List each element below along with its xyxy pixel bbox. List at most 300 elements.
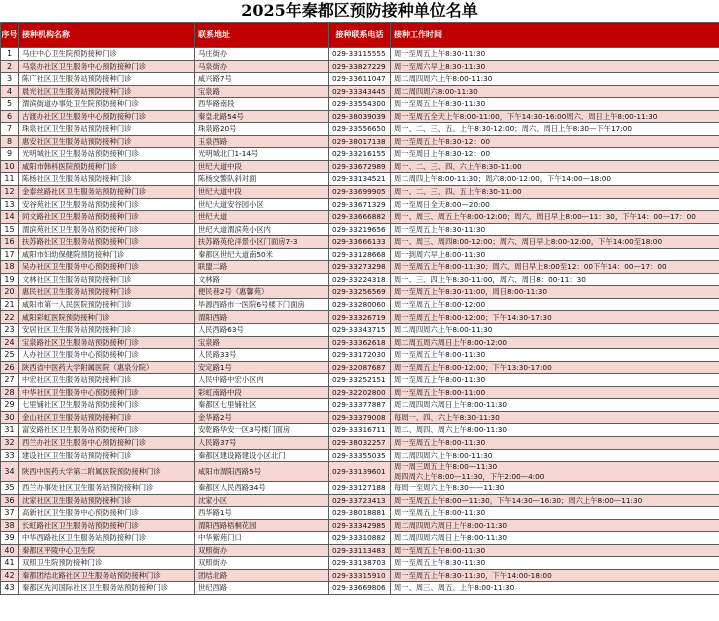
table-row (1, 519, 719, 532)
table-row (1, 135, 719, 148)
cell-tel: 029-33134521 (329, 173, 391, 186)
cell-address: 陈杨交警队斜对面 (195, 173, 329, 186)
header-no: 序号 (1, 23, 19, 48)
cell-no: 15 (1, 223, 19, 236)
hours-line: 周一至周五上午8:00—11:30，下午14:30—16:30；周六上午8:00—11:30 (394, 495, 643, 505)
hours-line: 周一至周日全天8:00—20:00 (394, 199, 490, 209)
cell-name: 陈广社区卫生服务站预防接种门诊 (19, 73, 195, 86)
cell-address: 文林路 (195, 273, 329, 286)
cell-address: 沈家小区 (195, 494, 329, 507)
table-row (1, 85, 719, 98)
cell-hours (391, 248, 719, 261)
table-row (1, 386, 719, 399)
cell-tel: 029-33252151 (329, 374, 391, 387)
cell-address: 人民路33号 (195, 349, 329, 362)
cell-tel: 029-33379008 (329, 411, 391, 424)
cell-hours (391, 261, 719, 274)
cell-hours (391, 311, 719, 324)
table-row (1, 374, 719, 387)
cell-address: 马泉街办 (195, 60, 329, 73)
table-row (1, 236, 719, 249)
hours-line: 周一至周五上午8:00-11:00 (394, 387, 486, 397)
cell-hours (391, 374, 719, 387)
hours-line: 周一至周日上午8:30-12：00 (394, 149, 490, 159)
cell-name: 扶苏路社区卫生服务站预防接种门诊 (19, 236, 195, 249)
hours-line: 周一、二、三、五、上午8:30-12:00；周六、周日上午8:30—下午17:00 (394, 124, 632, 134)
hours-line: 周一至周五上午8:00-11:30 (394, 437, 486, 447)
cell-tel: 029-33113483 (329, 544, 391, 557)
cell-no: 10 (1, 160, 19, 173)
header-name: 接种机构名称 (19, 23, 195, 48)
cell-tel: 029-33316711 (329, 424, 391, 437)
cell-name: 安居社区卫生服务站预防接种门诊 (19, 324, 195, 337)
cell-tel: 029-33355035 (329, 449, 391, 462)
cell-address: 咸兴路7号 (195, 73, 329, 86)
table-row (1, 273, 719, 286)
cell-name: 光明城社区卫生服务站预防接种门诊 (19, 148, 195, 161)
hours-line: 周一至周五上午8:30-11:30 (394, 224, 486, 234)
hours-line: 周一至周五上午8:30-12：00 (394, 136, 490, 146)
header-tel: 接种联系电话 (329, 23, 391, 48)
hours-line: 周一至周五上午8:00-12:00；下午13:30-17:00 (394, 362, 552, 372)
hours-line: 周一至周五全天上午8:00-11:00，下午14:30-16:00周六、周日上午8:00-11:30 (394, 111, 658, 121)
cell-no: 18 (1, 261, 19, 274)
cell-hours (391, 98, 719, 111)
cell-hours (391, 569, 719, 582)
cell-no: 2 (1, 60, 19, 73)
cell-address: 珠泉路20号 (195, 123, 329, 136)
hours-line: 周二周四周六8:00-11:30 (394, 86, 478, 96)
cell-no: 21 (1, 298, 19, 311)
cell-no: 41 (1, 557, 19, 570)
cell-hours (391, 494, 719, 507)
cell-address: 西华路南段 (195, 98, 329, 111)
cell-address: 光明城北门1-14号 (195, 148, 329, 161)
cell-hours (391, 436, 719, 449)
cell-name: 安谷苑社区卫生服务站预防接种门诊 (19, 198, 195, 211)
cell-tel: 029-33280060 (329, 298, 391, 311)
cell-hours (391, 532, 719, 545)
cell-name: 人办社区卫生服务中心预防接种门诊 (19, 349, 195, 362)
vaccination-units-table (0, 22, 719, 595)
cell-address: 联盟二路 (195, 261, 329, 274)
header-hours: 接种工作时间 (391, 23, 719, 48)
hours-line: 每周一、四、六上午8:30-11:30 (394, 412, 500, 422)
cell-no: 35 (1, 482, 19, 495)
cell-no: 42 (1, 569, 19, 582)
cell-name: 咸阳彩虹医院预防接种门诊 (19, 311, 195, 324)
cell-no: 32 (1, 436, 19, 449)
cell-name: 中宏社区卫生服务站预防接种门诊 (19, 374, 195, 387)
cell-address: 秦都区建设路建设小区北门 (195, 449, 329, 462)
hours-line: 周一、周三、周四8:00-12:00；周六、周日早上8:00-12:00，下午14:00至18:00 (394, 237, 663, 247)
cell-hours (391, 198, 719, 211)
cell-hours (391, 160, 719, 173)
cell-address: 世纪大道渭滨苑小区内 (195, 223, 329, 236)
table-row (1, 98, 719, 111)
cell-hours (391, 411, 719, 424)
cell-no: 28 (1, 386, 19, 399)
cell-name: 晨光社区卫生服务站预防接种门诊 (19, 85, 195, 98)
cell-address: 安乾路华安一区3号楼门面房 (195, 424, 329, 437)
cell-tel: 029-33310882 (329, 532, 391, 545)
cell-address: 渭阳西路梧桐花园 (195, 519, 329, 532)
cell-address: 秦皇北路54号 (195, 110, 329, 123)
cell-tel: 029-33139601 (329, 462, 391, 482)
cell-tel: 029-33128668 (329, 248, 391, 261)
table-row (1, 349, 719, 362)
table-row (1, 582, 719, 595)
cell-tel: 029-33326719 (329, 311, 391, 324)
cell-tel: 029-38017138 (329, 135, 391, 148)
cell-address: 毕源西路市一医院6号楼下门面房 (195, 298, 329, 311)
hours-line: 周二周四周六周日上午8:00-11:30 (394, 533, 508, 543)
cell-name: 惠民社区卫生服务站预防接种门诊 (19, 286, 195, 299)
cell-no: 33 (1, 449, 19, 462)
cell-tel: 029-33216155 (329, 148, 391, 161)
table-row (1, 160, 719, 173)
cell-hours (391, 462, 719, 482)
cell-no: 27 (1, 374, 19, 387)
hours-line: 周一、二、三、四、五上午8:30-11:00 (394, 187, 522, 197)
cell-name: 咸阳市韩科医院预防接种门诊 (19, 160, 195, 173)
hours-line: 周四周六上午8:00—11:30，下午2:00—4:00 (394, 471, 545, 481)
cell-name: 马庄中心卫生院预防接种门诊 (19, 48, 195, 61)
cell-no: 26 (1, 361, 19, 374)
hours-line: 周一至周五上午8:00-11:30 (394, 350, 486, 360)
cell-address: 世纪大道中段 (195, 160, 329, 173)
hours-line: 周一至周五上午8:30-11:00，周日8:00-11:30 (394, 287, 548, 297)
hours-line: 周一到周六早上8:00-11:30 (394, 249, 486, 259)
cell-no: 12 (1, 186, 19, 199)
cell-hours (391, 336, 719, 349)
hours-line: 周二周四上午8:00-11:30；周六8:00-12:00，下午14:00—18:00 (394, 174, 612, 184)
cell-tel: 029-32202800 (329, 386, 391, 399)
table-row (1, 569, 719, 582)
cell-name: 建设社区卫生服务站预防接种门诊 (19, 449, 195, 462)
cell-hours (391, 211, 719, 224)
table-row (1, 286, 719, 299)
hours-line: 周一至周五上午8:30-11:30 (394, 558, 486, 568)
cell-tel: 029-33273298 (329, 261, 391, 274)
cell-hours (391, 449, 719, 462)
cell-hours (391, 324, 719, 337)
table-row (1, 482, 719, 495)
cell-hours (391, 557, 719, 570)
hours-line: 周一至周五上午8:00-11:30 (394, 375, 486, 385)
cell-no: 14 (1, 211, 19, 224)
cell-name: 咸阳市第一人民医院预防接种门诊 (19, 298, 195, 311)
cell-name: 西兰办事处社区卫生服务站预防接种门诊 (19, 482, 195, 495)
table-row (1, 261, 719, 274)
header-address: 联系地址 (195, 23, 329, 48)
cell-name: 金泰丝路社区卫生服务站预防接种门诊 (19, 186, 195, 199)
table-row (1, 311, 719, 324)
cell-no: 29 (1, 399, 19, 412)
cell-tel: 029-33666133 (329, 236, 391, 249)
cell-no: 4 (1, 85, 19, 98)
cell-no: 8 (1, 135, 19, 148)
cell-no: 43 (1, 582, 19, 595)
hours-line: 周一至周五上午8:00-12:00；下午14:30-17:30 (394, 312, 552, 322)
cell-tel: 029-33672989 (329, 160, 391, 173)
cell-no: 13 (1, 198, 19, 211)
cell-no: 30 (1, 411, 19, 424)
cell-address: 双照街办 (195, 544, 329, 557)
cell-hours (391, 582, 719, 595)
cell-hours (391, 482, 719, 495)
cell-address: 金华路2号 (195, 411, 329, 424)
cell-hours (391, 123, 719, 136)
cell-no: 39 (1, 532, 19, 545)
cell-tel: 029-33224318 (329, 273, 391, 286)
cell-no: 19 (1, 273, 19, 286)
cell-tel: 029-33172030 (329, 349, 391, 362)
cell-address: 安定路1号 (195, 361, 329, 374)
cell-name: 秦都区先河国际社区卫生服务站预防接种门诊 (19, 582, 195, 595)
table-body (1, 48, 719, 595)
cell-no: 9 (1, 148, 19, 161)
hours-line: 周一至周五上午8:00-12:00 (394, 299, 486, 309)
table-row (1, 148, 719, 161)
cell-address: 扶苏路英伦洋景小区门面房7-3 (195, 236, 329, 249)
table-row (1, 411, 719, 424)
hours-line: 周一至周五上午8:00-11:30；周六、周日早上8:00至12：00下午14：00—17：00 (394, 262, 667, 272)
cell-name: 中华社区卫生服务中心预防接种门诊 (19, 386, 195, 399)
hours-line: 周二周四周六上午8:00-11:30 (394, 74, 493, 84)
hours-line: 每周一至周六上午8:30——11:30 (394, 483, 505, 493)
table-row (1, 48, 719, 61)
cell-address: 秦都区七里铺社区 (195, 399, 329, 412)
cell-no: 37 (1, 507, 19, 520)
table-row (1, 223, 719, 236)
cell-tel: 029-33138703 (329, 557, 391, 570)
cell-hours (391, 48, 719, 61)
cell-hours (391, 273, 719, 286)
cell-hours (391, 186, 719, 199)
cell-name: 陕西省中医药大学附属医院（惠泉分院） (19, 361, 195, 374)
cell-tel: 029-38039039 (329, 110, 391, 123)
cell-no: 38 (1, 519, 19, 532)
cell-no: 7 (1, 123, 19, 136)
cell-hours (391, 349, 719, 362)
cell-hours (391, 85, 719, 98)
hours-line: 周二周五周六周日上午8:00-12:00 (394, 337, 508, 347)
cell-address: 西华路1号 (195, 507, 329, 520)
cell-tel: 029-33556650 (329, 123, 391, 136)
cell-tel: 029-33315910 (329, 569, 391, 582)
cell-name: 宝泉路社区卫生服务站预防接种门诊 (19, 336, 195, 349)
cell-tel: 029-33343715 (329, 324, 391, 337)
cell-address: 秦都区人民西路34号 (195, 482, 329, 495)
hours-line: 周一至周六早上8:30-11:30 (394, 61, 486, 71)
table-row (1, 532, 719, 545)
cell-address: 渭阳西路 (195, 311, 329, 324)
cell-hours (391, 173, 719, 186)
cell-tel: 029-33611047 (329, 73, 391, 86)
table-row (1, 361, 719, 374)
cell-address: 玉泉西路 (195, 135, 329, 148)
cell-address: 马庄街办 (195, 48, 329, 61)
cell-address: 便民巷2号（惠馨苑） (195, 286, 329, 299)
cell-name: 文林社区卫生服务站预防接种门诊 (19, 273, 195, 286)
cell-name: 陕西中医药大学第二附属医院预防接种门诊 (19, 462, 195, 482)
cell-tel: 029-33554300 (329, 98, 391, 111)
cell-name: 西兰办社区卫生服务中心预防接种门诊 (19, 436, 195, 449)
hours-line: 周二、周四、周六上午8:00-11:30 (394, 425, 508, 435)
cell-no: 6 (1, 110, 19, 123)
cell-address: 世纪大道安谷园小区 (195, 198, 329, 211)
cell-no: 16 (1, 236, 19, 249)
cell-hours (391, 236, 719, 249)
table-row (1, 462, 719, 482)
cell-no: 40 (1, 544, 19, 557)
cell-hours (391, 544, 719, 557)
cell-no: 34 (1, 462, 19, 482)
hours-line: 周一、二、三、四、六上午8:30-11:00 (394, 161, 522, 171)
cell-tel: 029-33343445 (329, 85, 391, 98)
cell-hours (391, 519, 719, 532)
cell-address: 世纪大道中段 (195, 186, 329, 199)
cell-tel: 029-33362618 (329, 336, 391, 349)
cell-hours (391, 386, 719, 399)
table-row (1, 436, 719, 449)
cell-name: 双照卫生院预防接种门诊 (19, 557, 195, 570)
hours-line: 周二周四周六上午8:00-11:30 (394, 325, 493, 335)
table-row (1, 298, 719, 311)
cell-address: 秦都区世纪大道南50米 (195, 248, 329, 261)
cell-name: 古渡办社区卫生服务中心预防接种门诊 (19, 110, 195, 123)
table-row (1, 544, 719, 557)
cell-no: 31 (1, 424, 19, 437)
cell-hours (391, 223, 719, 236)
cell-name: 珠泉社区卫生服务站预防接种门诊 (19, 123, 195, 136)
cell-hours (391, 399, 719, 412)
cell-address: 咸阳市渭阳西路5号 (195, 462, 329, 482)
cell-tel: 029-33377887 (329, 399, 391, 412)
hours-line: 周一至周五上午8:30-11:30，下午14:00-18:00 (394, 570, 552, 580)
table-row (1, 110, 719, 123)
cell-name: 秦都团结北路社区卫生服务站预防接种门诊 (19, 569, 195, 582)
cell-tel: 029-38032257 (329, 436, 391, 449)
table-row (1, 60, 719, 73)
cell-hours (391, 361, 719, 374)
table-header-row (1, 23, 719, 48)
cell-no: 22 (1, 311, 19, 324)
cell-no: 25 (1, 349, 19, 362)
hours-line: 周一、周三、周五、上午8:00-11:30 (394, 583, 515, 593)
table-row (1, 324, 719, 337)
cell-address: 双照街办 (195, 557, 329, 570)
cell-hours (391, 298, 719, 311)
hours-line: 周一至周五上午8:30-11:30 (394, 49, 486, 59)
hours-line: 周一周三周五上午8:00—11:30 (394, 462, 498, 472)
cell-address: 中华紫苑门口 (195, 532, 329, 545)
hours-line: 周二周四周六上午8:00-11:30 (394, 450, 493, 460)
cell-address: 世纪大道 (195, 211, 329, 224)
cell-name: 吴办社区卫生服务中心预防接种门诊 (19, 261, 195, 274)
cell-name: 惠安社区卫生服务站预防接种门诊 (19, 135, 195, 148)
cell-name: 富安路社区卫生服务站预防接种门诊 (19, 424, 195, 437)
hours-line: 周一至周五上午8:00-11:30 (394, 545, 486, 555)
cell-name: 高新社区卫生服务中心预防接种门诊 (19, 507, 195, 520)
table-row (1, 507, 719, 520)
table-row (1, 336, 719, 349)
hours-line: 周一至周五上午8:00-11:30 (394, 508, 486, 518)
table-row (1, 449, 719, 462)
cell-tel: 029-33256569 (329, 286, 391, 299)
cell-tel: 029-33342985 (329, 519, 391, 532)
hours-line: 周二周四周六周日上午8:00-11:30 (394, 400, 508, 410)
cell-name: 渭滨街道办事处卫生院预防接种门诊 (19, 98, 195, 111)
cell-address: 宝泉路 (195, 336, 329, 349)
cell-name: 沈家社区卫生服务站预防接种门诊 (19, 494, 195, 507)
cell-no: 5 (1, 98, 19, 111)
cell-tel: 029-33219656 (329, 223, 391, 236)
cell-tel: 029-33699905 (329, 186, 391, 199)
table-row (1, 557, 719, 570)
cell-no: 24 (1, 336, 19, 349)
cell-tel: 029-33827229 (329, 60, 391, 73)
cell-no: 23 (1, 324, 19, 337)
cell-name: 渭滨苑社区卫生服务站预防接种门诊 (19, 223, 195, 236)
page-title: 2025年秦都区预防接种单位名单 (241, 1, 478, 20)
cell-address: 彩虹南路中段 (195, 386, 329, 399)
cell-address: 人民路37号 (195, 436, 329, 449)
cell-name: 长虹路社区卫生服务站预防接种门诊 (19, 519, 195, 532)
table-row (1, 173, 719, 186)
cell-hours (391, 135, 719, 148)
cell-address: 人民中路中宏小区内 (195, 374, 329, 387)
cell-address: 人民西路63号 (195, 324, 329, 337)
cell-no: 20 (1, 286, 19, 299)
cell-tel: 029-33669806 (329, 582, 391, 595)
table-row (1, 424, 719, 437)
table-row (1, 211, 719, 224)
cell-name: 中华西路社区卫生服务站预防接种门诊 (19, 532, 195, 545)
hours-line: 周一、周三、周五上午8:00-12:00；周六、周日早上8:00—11：30，下午14：00—17：00 (394, 212, 696, 222)
table-row (1, 494, 719, 507)
cell-address: 世纪西路 (195, 582, 329, 595)
hours-line: 周一、三、四上午8:30-11:00，周六、周日8：00-11：30 (394, 274, 586, 284)
cell-address: 团结北路 (195, 569, 329, 582)
cell-hours (391, 110, 719, 123)
table-row (1, 248, 719, 261)
cell-hours (391, 60, 719, 73)
cell-name: 七里铺社区卫生服务站预防接种门诊 (19, 399, 195, 412)
cell-name: 马泉办社区卫生服务中心预防接种门诊 (19, 60, 195, 73)
cell-name: 同文路社区卫生服务站预防接种门诊 (19, 211, 195, 224)
cell-name: 金山社区卫生服务站预防接种门诊 (19, 411, 195, 424)
cell-no: 17 (1, 248, 19, 261)
cell-name: 陈杨社区卫生服务站预防接种门诊 (19, 173, 195, 186)
hours-line: 周一至周五上午8:30-11:30 (394, 99, 486, 109)
cell-hours (391, 424, 719, 437)
table-row (1, 73, 719, 86)
table-row (1, 198, 719, 211)
cell-hours (391, 73, 719, 86)
cell-tel: 029-32087687 (329, 361, 391, 374)
cell-hours (391, 286, 719, 299)
cell-no: 3 (1, 73, 19, 86)
cell-no: 1 (1, 48, 19, 61)
cell-no: 11 (1, 173, 19, 186)
cell-tel: 029-38018881 (329, 507, 391, 520)
table-row (1, 186, 719, 199)
cell-name: 咸阳市妇幼保健院预防接种门诊 (19, 248, 195, 261)
cell-hours (391, 507, 719, 520)
cell-address: 宝泉路 (195, 85, 329, 98)
